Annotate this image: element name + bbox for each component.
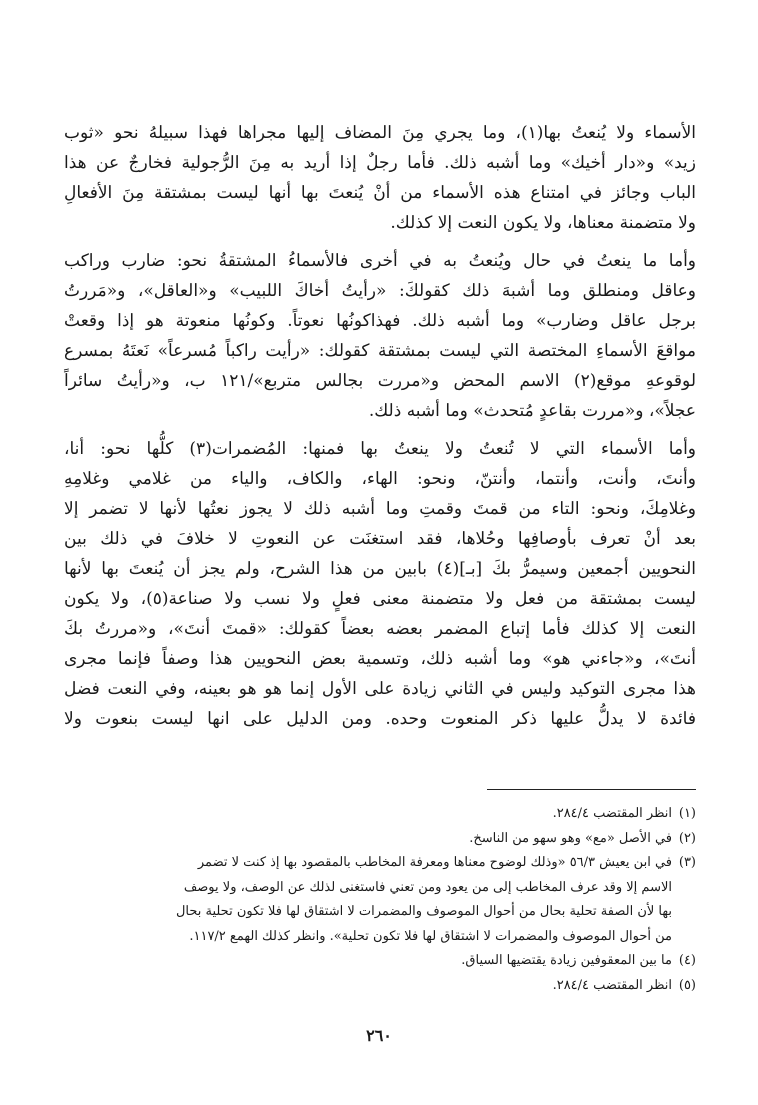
paragraph-2 bbox=[64, 246, 696, 426]
page-number: ٢٦٠ bbox=[366, 1026, 392, 1045]
footnote-number: (٣) bbox=[678, 855, 696, 870]
footnote-5 bbox=[64, 974, 696, 999]
footnotes bbox=[64, 802, 696, 998]
text-line: النعت إلا كذلك فأما إتباع المضمر بعضه بعضاً كقولك: «قمتَ أنتَ»، و«مررتُ بكَ bbox=[64, 619, 696, 639]
footnote-line: في الأصل «مع» وهو سهو من الناسخ. bbox=[469, 830, 672, 846]
text-line: لوقوعهِ موقع(٢) الاسم المحض و«مررت بجالس متربع»/١٢١ ب، و«رأيتُ سائراً bbox=[64, 371, 697, 391]
footnote-1 bbox=[64, 802, 696, 827]
footnote-line: انظر المقتضب ٢٨٤/٤. bbox=[552, 806, 672, 821]
footnote-4 bbox=[64, 949, 696, 974]
text-line: وأما الأسماء التي لا تُنعتُ ولا ينعتُ بها فمنها: المُضمرات(٣) كلُّها نحو: أنا، bbox=[64, 439, 696, 459]
footnote-line: في ابن يعيش ٥٦/٣ «وذلك لوضوح معناها ومعرفة المخاطب بالمقصود بها إذ كنت لا تضمر bbox=[197, 855, 672, 870]
text-line: عجلاً»، و«مررت بقاعدٍ مُتحدث» وما أشبه ذلك. bbox=[368, 401, 696, 421]
text-line: وغلامِكَ، ونحو: التاء من قمتَ وقمتِ وما أشبه ذلك لا يجوز نعتُها لأنها لا تضمر إلا bbox=[64, 499, 696, 519]
text-line: هذا مجرى التوكيد وليس في الثاني زيادة على الأول إنما هو هو بعينه، وفي النعت فضل bbox=[64, 679, 696, 699]
paragraph-3 bbox=[64, 434, 696, 734]
text-line: وأنتَ، وأنت، وأنتما، وأنتنّ، ونحو: الهاء، والكاف، والياء من غلامي وغلامِهِ bbox=[64, 469, 696, 489]
text-line: ولا متضمنة معناها، ولا يكون النعت إلا كذلك. bbox=[390, 213, 696, 233]
footnote-line: ما بين المعقوفين زيادة يقتضيها السياق. bbox=[461, 953, 672, 968]
text-line: ليست بمشتقة من فعل ولا متضمنة معنى فعلٍ ولا نسب ولا صناعة(٥)، ولا يكون bbox=[64, 589, 696, 609]
text-line: وأما ما ينعتُ في حال ويُنعتُ به في أخرى فالأسماءُ المشتقةُ نحو: ضارب وراكب bbox=[64, 251, 696, 271]
text-line: الباب وجائز في امتناع هذه الأسماء من أنْ يُنعتَ بها أنها ليست بمشتقة مِنَ الأفعالِ bbox=[64, 183, 696, 203]
footnote-divider bbox=[487, 789, 696, 790]
footnote-number: (٥) bbox=[678, 977, 696, 993]
text-line: مواقعَ الأسماءِ المختصة التي ليست بمشتقة كقولك: «رأيت راكباً مُسرعاً» نَعتَهُ بمسرع bbox=[64, 341, 696, 361]
text-line: وعاقل ومنطلق وما أشبهَ ذلك كقولكَ: «رأيتُ أخاكَ اللبيب» و«العاقل»، و«مَررتُ bbox=[64, 281, 696, 301]
text-line: النحويين أجمعين وسيمرُّ بكَ [بـ](٤) بابين من هذا الشرح، ولم يجز أن يُنعتَ بها لأنها bbox=[64, 559, 696, 579]
paragraph-1 bbox=[64, 118, 696, 238]
text-line: الأسماء ولا يُنعتُ بها(١)، وما يجري مِنَ المضاف إليها مجراها فهذا سبيلهُ نحو «ثوب bbox=[64, 123, 696, 143]
text-line: فائدة لا يدلُّ عليها ذكر المنعوت وحده. ومن الدليل على انها ليست بنعوت ولا bbox=[64, 709, 696, 729]
text-line: أنتَ»، و«جاءني هو» وما أشبه ذلك، وتسمية بعض النحويين هذا وصفاً فإنما مجرى bbox=[64, 649, 696, 669]
footnote-text bbox=[64, 802, 672, 827]
main-text bbox=[64, 118, 696, 734]
footnote-line: من أحوال الموصوف والمضمرات لا اشتقاق لها فلا تكون تحلية». وانظر كذلك الهمع ١١٧/٢. bbox=[189, 928, 672, 944]
footnote-text bbox=[64, 949, 672, 974]
footnote-2 bbox=[64, 827, 696, 852]
footnote-number: (١) bbox=[678, 806, 696, 821]
footnote-line: انظر المقتضب ٢٨٤/٤. bbox=[552, 977, 672, 993]
footnote-line: بها لأن الصفة تحلية بحال من أحوال الموصوف والمضمرات لا اشتقاق لها فلا تكون تحلية بحال bbox=[175, 904, 672, 919]
footnote-text bbox=[64, 827, 672, 852]
text-line: زيد» و«دار أخيك» وما أشبه ذلك. فأما رجلٌ إذا أريد به مِنَ الرُّجولية فخارجٌ عن هذا bbox=[64, 153, 696, 173]
footnote-number: (٤) bbox=[678, 953, 696, 968]
footnote-line: الاسم إلا وقد عرف المخاطب إلى من يعود ومن تعني فاستغنى لذلك عن الوصف، ولا يوصف bbox=[183, 879, 672, 895]
text-line: بعد أنْ تعرف بأوصافِها وحُلاها، فقد استغنَت عن النعوتِ لا خلافَ في ذلك بين bbox=[64, 529, 696, 549]
footnote-number: (٢) bbox=[678, 830, 696, 846]
text-line: برجل عاقل وضارب» وما أشبه ذلك. فهذاكونُها نعوتاً. وكونُها منعوتة هو إذا وقعتْ bbox=[64, 311, 696, 331]
footnote-3 bbox=[64, 851, 696, 949]
footnote-text bbox=[64, 974, 672, 999]
footnote-text bbox=[64, 851, 672, 949]
